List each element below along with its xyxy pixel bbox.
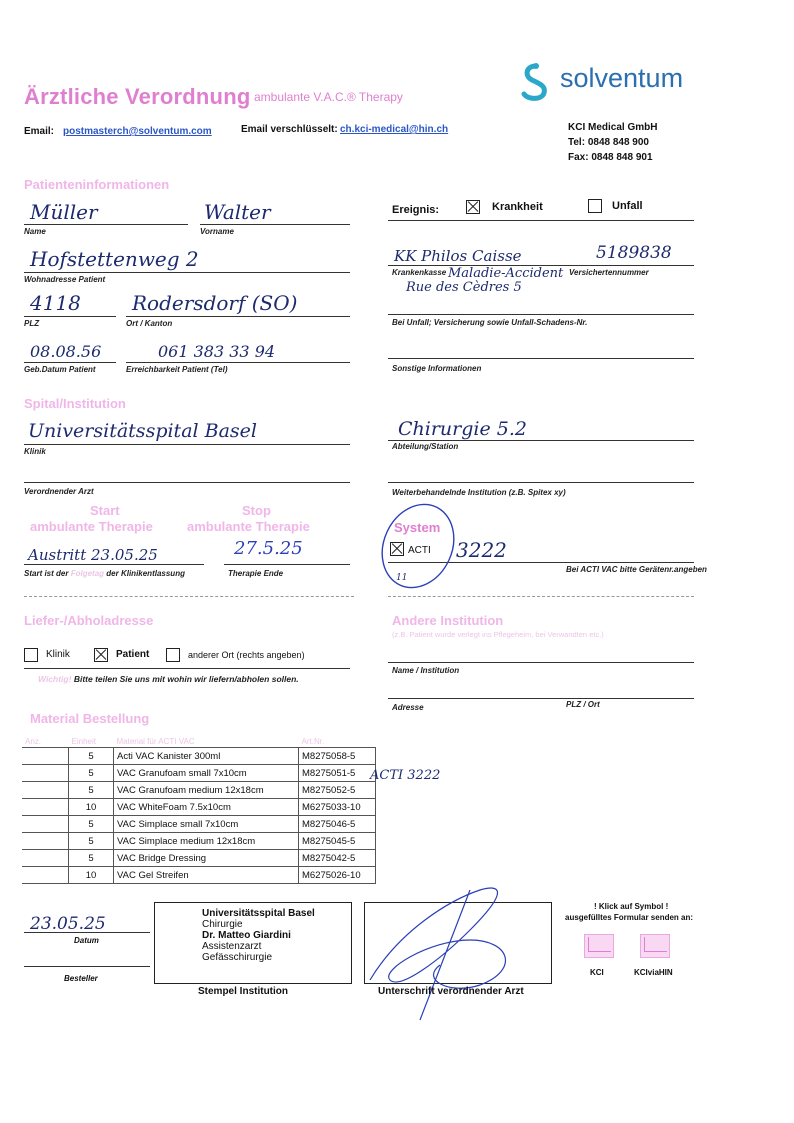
- date-line: [24, 932, 150, 933]
- material-unit[interactable]: [22, 867, 69, 884]
- material-unit[interactable]: [22, 850, 69, 867]
- sonstige-line: [388, 358, 694, 359]
- abteilung-line: [388, 440, 694, 441]
- ort-label: Ort / Kanton: [126, 319, 173, 328]
- delivery-patient-checkbox[interactable]: [94, 648, 108, 662]
- material-section-title: Material Bestellung: [30, 711, 150, 726]
- kasse-line3: Rue des Cèdres 5: [406, 280, 522, 295]
- start-label-a: Start ist der: [24, 569, 69, 578]
- material-unit[interactable]: [22, 765, 69, 782]
- material-header-unit: Einheit: [69, 736, 114, 748]
- delivery-klinik-label: Klinik: [46, 649, 70, 660]
- klinik-line: [24, 444, 350, 445]
- weiter-line: [388, 482, 694, 483]
- material-row: [22, 748, 376, 765]
- material-desc[interactable]: VAC Granufoam small 7x10cm: [114, 765, 299, 782]
- email-encrypted-link[interactable]: ch.kci-medical@hin.ch: [340, 124, 449, 135]
- material-unit[interactable]: [22, 748, 69, 765]
- phone-label: Erreichbarkeit Patient (Tel): [126, 365, 228, 374]
- brand-name: solventum: [560, 63, 684, 93]
- dob-label: Geb.Datum Patient: [24, 365, 96, 374]
- name-label: Name: [24, 227, 46, 236]
- system-value[interactable]: 3222: [456, 538, 507, 562]
- material-qty[interactable]: 5: [69, 833, 114, 850]
- start-title: Start: [90, 503, 120, 518]
- arzt-label: Verordnender Arzt: [24, 487, 94, 496]
- material-art[interactable]: M8275058-5: [299, 748, 376, 765]
- plz-line: [24, 316, 116, 317]
- vorname-label: Vorname: [200, 227, 234, 236]
- material-row: [22, 833, 376, 850]
- material-art[interactable]: M8275045-5: [299, 833, 376, 850]
- system-circle-mark: [370, 494, 470, 594]
- system-title: System: [394, 520, 441, 535]
- material-art[interactable]: M8275046-5: [299, 816, 376, 833]
- other-name-label: Name / Institution: [392, 666, 460, 675]
- material-unit[interactable]: [22, 782, 69, 799]
- stop-line: [224, 564, 350, 565]
- krankheit-label: Krankheit: [492, 201, 543, 213]
- other-address-label: Adresse: [392, 703, 424, 712]
- material-table-body: [22, 748, 376, 884]
- unfall-line: [388, 314, 694, 315]
- stamp-text: [202, 908, 315, 963]
- klinik-value[interactable]: Universitätsspital Basel: [28, 420, 257, 442]
- kcivia-label: KCIviaHIN: [634, 968, 673, 977]
- patient-dob-value[interactable]: 08.08.56: [30, 342, 102, 361]
- patient-address-value[interactable]: Hofstettenweg 2: [30, 247, 199, 271]
- material-art[interactable]: M6275033-10: [299, 799, 376, 816]
- stamp-line-1: Universitätsspital Basel: [202, 908, 315, 919]
- patient-vorname-value[interactable]: Walter: [204, 200, 271, 224]
- start-value[interactable]: Austritt 23.05.25: [28, 546, 158, 564]
- material-qty[interactable]: 5: [69, 748, 114, 765]
- material-desc[interactable]: VAC Simplace medium 12x18cm: [114, 833, 299, 850]
- arzt-line: [24, 482, 350, 483]
- kci-label: KCI: [590, 968, 604, 977]
- unfall-checkbox[interactable]: [588, 199, 602, 213]
- stop-label: Therapie Ende: [228, 569, 284, 578]
- material-table: [22, 736, 376, 884]
- abteilung-label: Abteilung/Station: [392, 442, 459, 451]
- delivery-patient-label: Patient: [116, 649, 150, 660]
- material-desc[interactable]: VAC Granufoam medium 12x18cm: [114, 782, 299, 799]
- other-plz-label: PLZ / Ort: [566, 700, 600, 709]
- stop-value[interactable]: 27.5.25: [234, 538, 303, 559]
- address-line: [24, 272, 350, 273]
- patient-plz-value[interactable]: 4118: [30, 291, 81, 315]
- company-fax: Fax: 0848 848 901: [568, 152, 653, 163]
- krankheit-checkbox[interactable]: [466, 200, 480, 214]
- solventum-logo-icon: [516, 60, 556, 102]
- company-name: KCI Medical GmbH: [568, 122, 658, 133]
- form-subtitle: ambulante V.A.C.® Therapy: [254, 90, 403, 104]
- material-unit[interactable]: [22, 833, 69, 850]
- material-art[interactable]: M6275026-10: [299, 867, 376, 884]
- material-unit[interactable]: [22, 799, 69, 816]
- plz-label: PLZ: [24, 319, 40, 328]
- patient-name-value[interactable]: Müller: [30, 200, 98, 224]
- kasse-label: Krankenkasse: [392, 268, 447, 277]
- stamp-line-2: Chirurgie: [202, 919, 243, 930]
- material-unit[interactable]: [22, 816, 69, 833]
- material-desc[interactable]: VAC WhiteFoam 7.5x10cm: [114, 799, 299, 816]
- material-desc[interactable]: VAC Gel Streifen: [114, 867, 299, 884]
- start-label-b: Folgetag: [70, 569, 105, 578]
- material-header-art: Art.Nr.: [299, 736, 376, 748]
- date-label: Datum: [74, 936, 99, 945]
- stamp-label: Stempel Institution: [198, 986, 288, 997]
- phone-line: [126, 362, 350, 363]
- divider-left: [24, 596, 354, 597]
- delivery-line: [24, 668, 350, 669]
- unfall-label: Unfall: [612, 200, 643, 212]
- event-line: [388, 220, 694, 221]
- system-label: Bei ACTI VAC bitte Gerätenr.angeben: [566, 565, 707, 574]
- versnr-value[interactable]: 5189838: [596, 243, 672, 263]
- send-title: ! Klick auf Symbol !: [594, 902, 669, 911]
- stamp-line-4: Assistenzarzt: [202, 941, 262, 952]
- event-label: Ereignis:: [392, 204, 440, 216]
- kasse-value[interactable]: KK Philos Caisse: [394, 247, 522, 265]
- klinik-label: Klinik: [24, 447, 46, 456]
- mail-kcivia-hin-icon[interactable]: [640, 934, 670, 958]
- delivery-other-label: anderer Ort (rechts angeben): [188, 650, 305, 660]
- ort-line: [126, 316, 350, 317]
- material-qty[interactable]: 5: [69, 816, 114, 833]
- material-art[interactable]: M8275052-5: [299, 782, 376, 799]
- patient-ort-value[interactable]: Rodersdorf (SO): [132, 291, 298, 315]
- unfall-info-label: Bei Unfall; Versicherung sowie Unfall-Schadens-Nr.: [392, 318, 588, 327]
- other-institution-title: Andere Institution: [392, 613, 504, 628]
- material-qty[interactable]: 10: [69, 799, 114, 816]
- email-label: Email:: [24, 126, 55, 137]
- material-row: [22, 867, 376, 884]
- versnr-label: Versichertennummer: [569, 268, 649, 277]
- patient-section-title: Patienteninformationen: [24, 177, 170, 192]
- weiter-label: Weiterbehandelnde Institution (z.B. Spitex xy): [392, 488, 566, 497]
- other-institution-hint: (z.B. Patient wurde verlegt ins Pflegeheim, bei Verwandten etc.): [392, 630, 604, 639]
- material-qty[interactable]: 10: [69, 867, 114, 884]
- form-title: Ärztliche Verordnung: [24, 84, 251, 109]
- vorname-line: [200, 224, 350, 225]
- dob-line: [24, 362, 116, 363]
- start-subtitle: ambulante Therapie: [30, 519, 153, 534]
- abteilung-value[interactable]: Chirurgie 5.2: [398, 418, 527, 440]
- delivery-note-b: Bitte teilen Sie uns mit wohin wir liefern/abholen sollen.: [73, 674, 299, 684]
- material-art[interactable]: M8275051-5: [299, 765, 376, 782]
- besteller-label: Besteller: [64, 974, 98, 983]
- sonstige-label: Sonstige Informationen: [392, 364, 482, 373]
- material-row: [22, 816, 376, 833]
- material-desc[interactable]: VAC Simplace small 7x10cm: [114, 816, 299, 833]
- material-header-qty: Anz.: [22, 736, 69, 748]
- institution-section-title: Spital/Institution: [24, 396, 126, 411]
- stamp-line-5: Gefässchirurgie: [202, 952, 273, 963]
- mail-kci-icon[interactable]: [584, 934, 614, 958]
- material-desc[interactable]: VAC Bridge Dressing: [114, 850, 299, 867]
- material-art[interactable]: M8275042-5: [299, 850, 376, 867]
- delivery-note-a: Wichtig!: [38, 674, 72, 684]
- material-row: [22, 765, 376, 782]
- send-subtitle: ausgefülltes Formular senden an:: [565, 913, 694, 922]
- company-info: [568, 120, 657, 165]
- delivery-note: [38, 674, 299, 684]
- name-line: [24, 224, 188, 225]
- acti-label: ACTI: [408, 545, 431, 556]
- delivery-section-title: Liefer-/Abholadresse: [24, 613, 154, 628]
- material-desc[interactable]: Acti VAC Kanister 300ml: [114, 748, 299, 765]
- material-row: [22, 799, 376, 816]
- material-side-note: ACTI 3222: [370, 768, 441, 783]
- start-label: [24, 569, 185, 578]
- signature-label: Unterschrift verordnender Arzt: [378, 986, 524, 997]
- stamp-line-3: Dr. Matteo Giardini: [202, 930, 291, 941]
- email-encrypted-label: Email verschlüsselt:: [241, 124, 338, 135]
- signature-scribble: [360, 870, 540, 1030]
- kasse-line2: Maladie-Accident: [448, 266, 564, 281]
- delivery-other-checkbox[interactable]: [166, 648, 180, 662]
- material-qty[interactable]: 5: [69, 765, 114, 782]
- address-label: Wohnadresse Patient: [24, 275, 106, 284]
- material-qty[interactable]: 5: [69, 782, 114, 799]
- delivery-klinik-checkbox[interactable]: [24, 648, 38, 662]
- other-name-line: [388, 662, 694, 663]
- email-link[interactable]: postmasterch@solventum.com: [63, 126, 212, 137]
- stop-title: Stop: [242, 503, 271, 518]
- material-row: [22, 850, 376, 867]
- besteller-line: [24, 966, 150, 967]
- material-qty[interactable]: 5: [69, 850, 114, 867]
- patient-phone-value[interactable]: 061 383 33 94: [158, 342, 276, 361]
- divider-right: [388, 596, 694, 597]
- other-address-line: [388, 698, 694, 699]
- material-header-desc: Material für ACTI VAC: [114, 736, 299, 748]
- material-row: [22, 782, 376, 799]
- stop-subtitle: ambulante Therapie: [187, 519, 310, 534]
- start-line: [24, 564, 204, 565]
- start-label-c: der Klinikentlassung: [106, 569, 185, 578]
- company-tel: Tel: 0848 848 900: [568, 137, 649, 148]
- system-mark: 11: [396, 573, 408, 583]
- date-value[interactable]: 23.05.25: [30, 914, 106, 934]
